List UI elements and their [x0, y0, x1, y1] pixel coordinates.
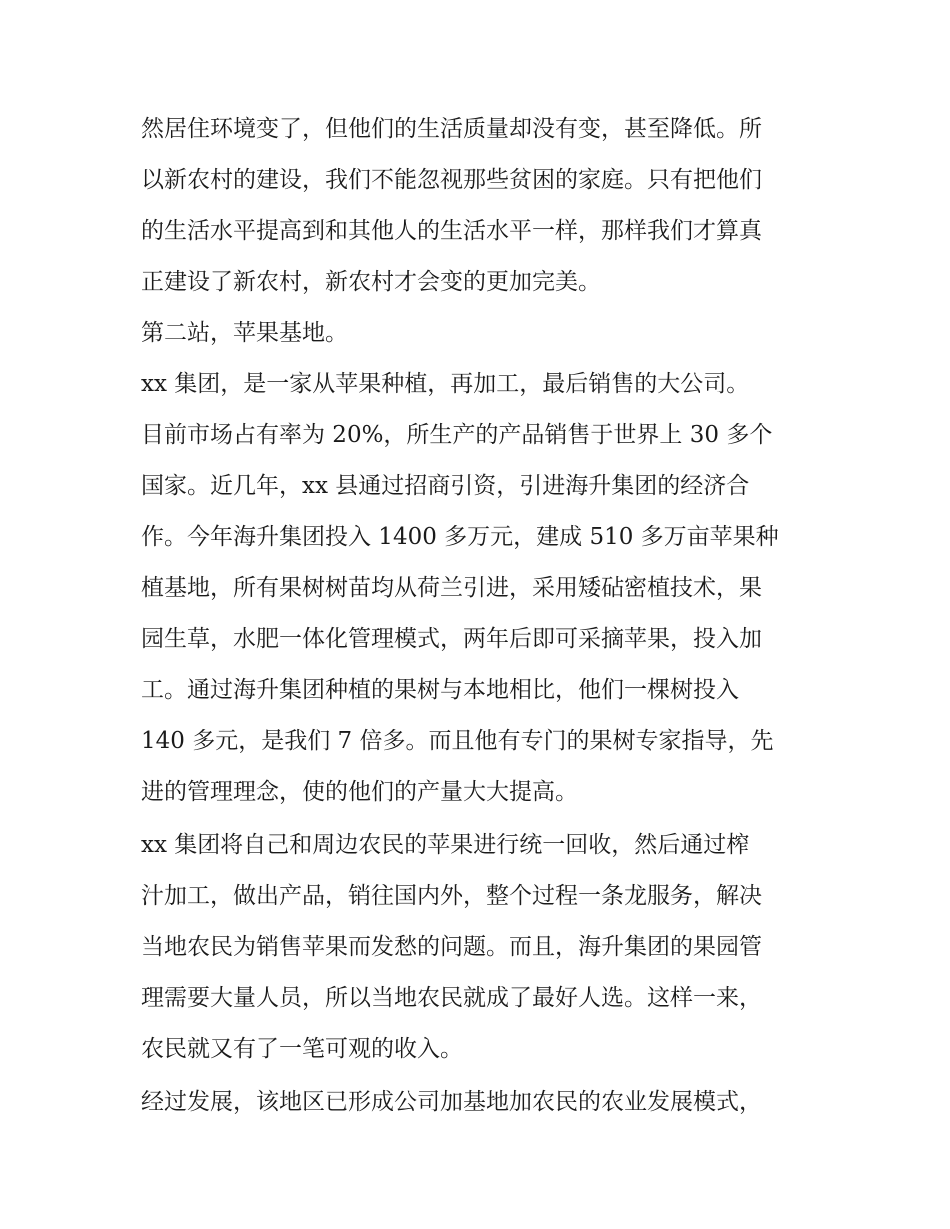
- text-line: 的生活水平提高到和其他人的生活水平一样，那样我们才算真: [141, 218, 762, 244]
- text-line: 经过发展，该地区已形成公司加基地加农民的农业发展模式，: [141, 1089, 762, 1115]
- text-line: 作。今年海升集团投入 1400 多万元，建成 510 多万亩苹果种: [141, 524, 779, 550]
- text-line: 当地农民为销售苹果而发愁的问题。而且，海升集团的果园管: [141, 934, 762, 960]
- text-line: xx 集团，是一家从苹果种植，再加工，最后销售的大公司。: [141, 371, 750, 397]
- text-line: 以新农村的建设，我们不能忽视那些贫困的家庭。只有把他们: [141, 167, 762, 193]
- text-line: 140 多元，是我们 7 倍多。而且他有专门的果树专家指导，先: [141, 728, 774, 754]
- document-body: [141, 104, 821, 1128]
- text-line: 进的管理理念，使的他们的产量大大提高。: [141, 779, 578, 805]
- text-line: 工。通过海升集团种植的果树与本地相比，他们一棵树投入: [141, 677, 739, 703]
- text-line: 农民就又有了一笔可观的收入。: [141, 1036, 463, 1062]
- section-heading: 第二站，苹果基地。: [141, 320, 348, 346]
- text-line: 汁加工，做出产品，销往国内外，整个过程一条龙服务，解决: [141, 883, 762, 909]
- text-line: 植基地，所有果树树苗均从荷兰引进，采用矮砧密植技术，果: [141, 575, 762, 601]
- text-line: 正建设了新农村，新农村才会变的更加完美。: [141, 269, 601, 295]
- text-line: 理需要大量人员，所以当地农民就成了最好人选。这样一来，: [141, 985, 762, 1011]
- text-line: 然居住环境变了，但他们的生活质量却没有变，甚至降低。所: [141, 116, 762, 142]
- text-line: 园生草，水肥一体化管理模式，两年后即可采摘苹果，投入加: [141, 626, 762, 652]
- text-line: 目前市场占有率为 20%，所生产的产品销售于世界上 30 多个: [141, 422, 773, 448]
- text-line: xx 集团将自己和周边农民的苹果进行统一回收，然后通过榨: [141, 832, 750, 858]
- text-line: 国家。近几年，xx 县通过招商引资，引进海升集团的经济合: [141, 473, 750, 499]
